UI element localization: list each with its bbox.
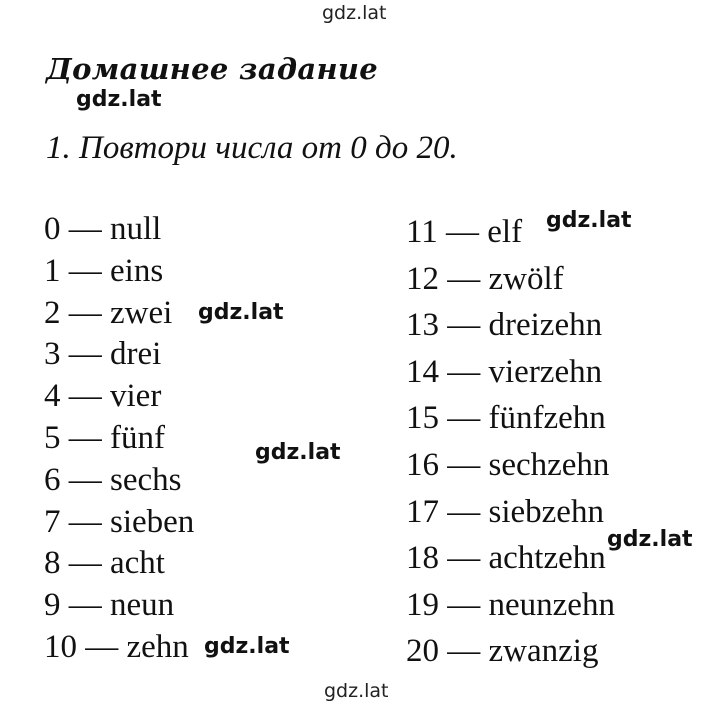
number-item: 19 — neunzehn xyxy=(406,586,615,623)
watermark: gdz.lat xyxy=(198,300,284,325)
number-item: 0 — null xyxy=(44,211,162,247)
number-item: 6 — sechs xyxy=(44,461,182,498)
watermark-bottom: gdz.lat xyxy=(324,680,389,702)
watermark: gdz.lat xyxy=(76,87,162,112)
watermark: gdz.lat xyxy=(546,208,632,233)
number-item: 10 — zehn xyxy=(44,628,189,665)
watermark-top: gdz.lat xyxy=(322,2,387,24)
number-item: 11 — elf xyxy=(406,214,523,250)
number-item: 17 — siebzehn xyxy=(406,493,604,530)
watermark: gdz.lat xyxy=(255,440,341,465)
number-item: 7 — sieben xyxy=(44,503,195,540)
number-item: 18 — achtzehn xyxy=(406,540,606,577)
number-item: 13 — dreizehn xyxy=(406,307,603,344)
watermark: gdz.lat xyxy=(607,527,693,552)
number-item: 8 — acht xyxy=(44,545,165,582)
number-item: 15 — fünfzehn xyxy=(406,400,606,437)
page-title: Домашнее задание xyxy=(46,52,379,86)
number-item: 3 — drei xyxy=(44,336,162,373)
number-item: 4 — vier xyxy=(44,378,162,415)
number-item: 20 — zwanzig xyxy=(406,633,599,670)
number-item: 16 — sechzehn xyxy=(406,446,610,483)
number-item: 12 — zwölf xyxy=(406,260,564,297)
number-item: 14 — vierzehn xyxy=(406,353,603,390)
number-item: 9 — neun xyxy=(44,587,175,624)
numbers-list-left xyxy=(44,209,194,669)
task-text: 1. Повтори числа от 0 до 20. xyxy=(46,130,458,166)
number-item: 5 — fünf xyxy=(44,419,165,456)
watermark: gdz.lat xyxy=(204,634,290,659)
number-item: 1 — eins xyxy=(44,252,164,289)
numbers-list-right xyxy=(406,209,615,675)
number-item: 2 — zwei xyxy=(44,294,173,331)
